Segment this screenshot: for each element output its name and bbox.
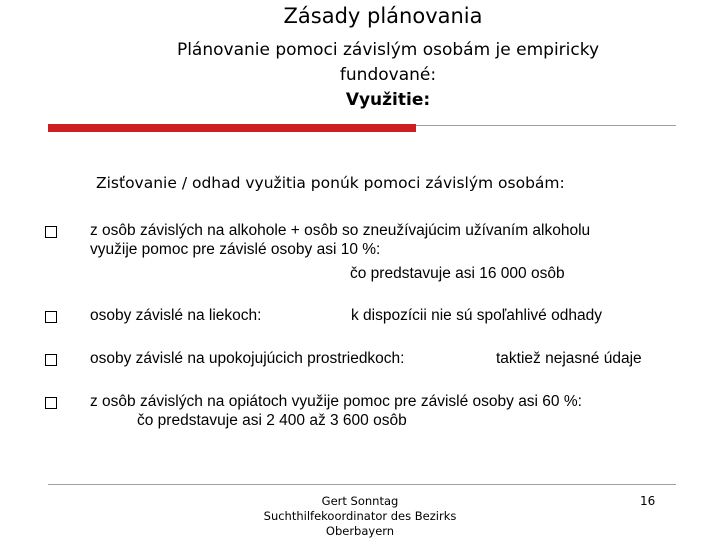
footer-role: Suchthilfekoordinator des Bezirks xyxy=(263,509,457,523)
subtitle-line-1: Plánovanie pomoci závislým osobám je empiricky xyxy=(176,40,600,60)
list-item-4-line-1: z osôb závislých na opiátoch využije pomoc pre závislé osoby asi 60 %: xyxy=(90,393,582,410)
bullet-square-icon xyxy=(45,311,57,323)
footer-divider-line xyxy=(48,484,676,485)
subtitle-line-3: Využitie: xyxy=(345,90,431,110)
list-item-1 xyxy=(90,221,590,283)
slide-title: Zásady plánovania xyxy=(283,4,483,28)
list-item-3 xyxy=(90,349,690,368)
list-item-3-left: osoby závislé na upokojujúcich prostriedkoch: xyxy=(90,350,405,367)
subtitle-line-2: fundované: xyxy=(339,65,437,85)
bullet-square-icon xyxy=(45,397,57,409)
footer-credits xyxy=(230,494,490,539)
list-item-2-right: k dispozícii nie sú spoľahlivé odhady xyxy=(351,307,602,324)
footer-region: Oberbayern xyxy=(325,524,395,538)
list-item-1-line-2: využije pomoc pre závislé osoby asi 10 %: xyxy=(90,241,381,258)
footer-author: Gert Sonntag xyxy=(321,494,399,508)
list-item-1-line-3: čo predstavuje asi 16 000 osôb xyxy=(350,265,565,282)
list-item-4 xyxy=(90,392,582,430)
bullet-square-icon xyxy=(45,226,57,238)
page-number: 16 xyxy=(640,494,656,508)
list-item-1-line-1: z osôb závislých na alkohole + osôb so zneužívajúcim užívaním alkoholu xyxy=(90,222,591,239)
list-item-3-right: taktiež nejasné údaje xyxy=(496,350,642,367)
bullet-square-icon xyxy=(45,354,57,366)
list-item-2 xyxy=(90,306,690,325)
list-item-4-line-2: čo predstavuje asi 2 400 až 3 600 osôb xyxy=(137,412,407,429)
slide-subtitle xyxy=(100,38,676,113)
header-accent-bar xyxy=(48,124,416,132)
list-item-2-left: osoby závislé na liekoch: xyxy=(90,307,262,324)
intro-text: Zisťovanie / odhad využitia ponúk pomoci závislým osobám: xyxy=(96,174,565,192)
